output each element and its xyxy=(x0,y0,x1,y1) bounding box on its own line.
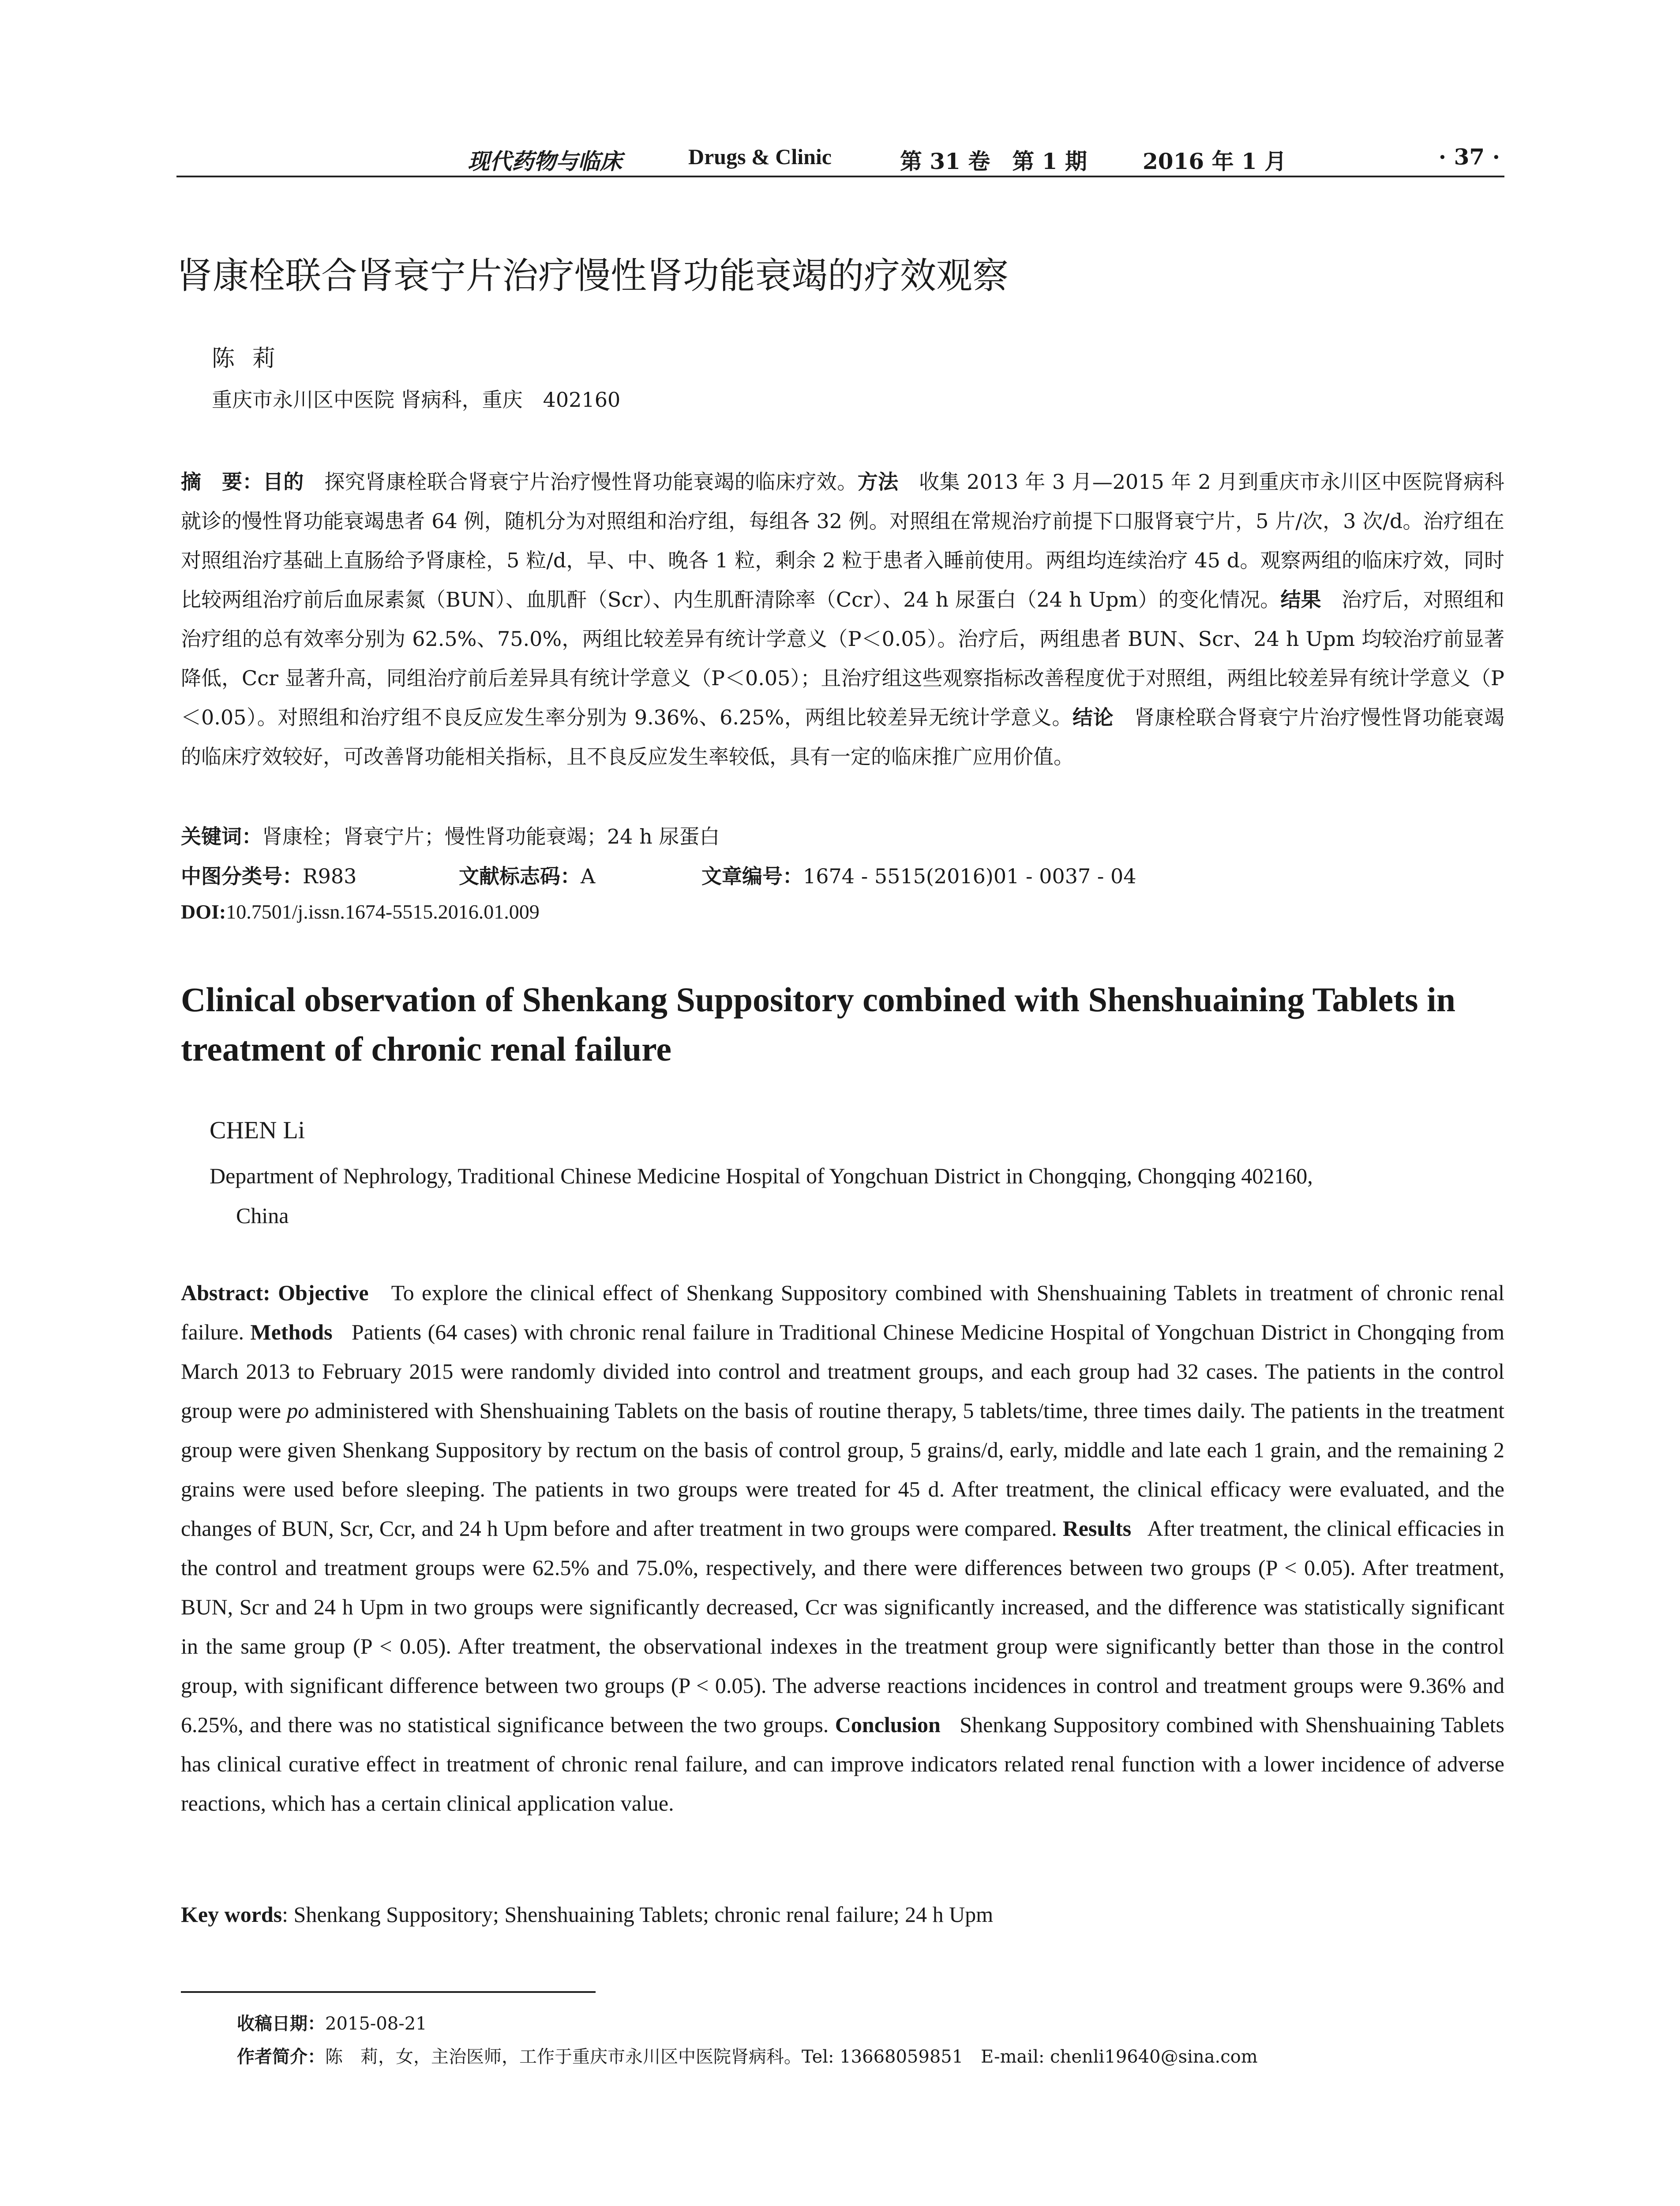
objective-label-en: Objective xyxy=(278,1280,369,1305)
results-label-en: Results xyxy=(1062,1516,1132,1541)
objective-label-cn: 目的 xyxy=(262,470,304,494)
article-title-en: Clinical observation of Shenkang Suppository combined with Shenshuaining Tablets in treatment of chronic renal failure xyxy=(181,980,1456,1068)
author-cn: 陈莉 xyxy=(212,345,293,372)
doc-code-label: 文献标志码： xyxy=(459,864,581,888)
conclusion-label-en: Conclusion xyxy=(835,1712,941,1737)
objective-text-en: To explore the clinical effect of Shenkang Suppository combined with Shenshuaining Tablets in treatment of chronic renal failure. xyxy=(181,1280,1504,1344)
author-en: CHEN Li xyxy=(210,1117,305,1144)
page-number: · 37 · xyxy=(1438,144,1500,170)
keywords-label-en: Key words xyxy=(181,1902,282,1927)
article-no-field xyxy=(701,860,1136,889)
abstract-cn xyxy=(181,462,1504,777)
issue-date: 2016 年 1 月 xyxy=(1143,148,1287,174)
affiliation-en-line1: Department of Nephrology, Traditional Chinese Medicine Hospital of Yongchuan District in Chongqing, Chongqing 402160, xyxy=(210,1163,1313,1188)
methods-text-en-b: administered with Shenshuaining Tablets on the basis of routine therapy, 5 tablets/time, three times daily. The patients in the treatment group were given Shenkang Suppository by rectum on the basis of control group, 5 grains/d, early, middle and late each 1 grain, and the remaining 2 grains were used before sleeping. The patients in two groups were treated for 45 d. After treatment, the clinical efficacy were evaluated, and the changes of BUN, Scr, Ccr, and 24 h Upm before and after treatment in two groups were compared. xyxy=(181,1398,1505,1541)
conclusion-label-cn: 结论 xyxy=(1072,705,1114,729)
clc-value: R983 xyxy=(303,864,357,888)
received-label: 收稿日期： xyxy=(237,2014,325,2034)
received-date-note xyxy=(237,2010,427,2035)
methods-text-en-a: Patients (64 cases) with chronic renal failure in Traditional Chinese Medicine Hospital of Yongchuan District in Chongqing from March 2013 to February 2015 were randomly divided into control and treatment groups, and each group had 32 cases. The patients in the control group were xyxy=(181,1320,1504,1423)
keywords-label-cn: 关键词： xyxy=(181,825,262,848)
methods-label-en: Methods xyxy=(250,1320,333,1344)
abstract-label-en: Abstract: xyxy=(181,1280,270,1305)
running-header xyxy=(176,140,1504,177)
footnote-divider xyxy=(181,1991,596,1993)
author-info-note xyxy=(237,2043,1258,2068)
clc-field xyxy=(181,860,356,889)
journal-name-en: Drugs & Clinic xyxy=(688,144,832,169)
abstract-label-cn: 摘 要： xyxy=(181,470,263,494)
doi-label: DOI: xyxy=(181,900,226,923)
volume-issue: 第 31 卷 第 1 期 xyxy=(900,148,1087,174)
affiliation-cn: 重庆市永川区中医院 肾病科，重庆 402160 xyxy=(212,388,621,412)
article-no-label: 文章编号： xyxy=(701,864,803,888)
keywords-text-en: : Shenkang Suppository; Shenshuaining Tablets; chronic renal failure; 24 h Upm xyxy=(282,1902,994,1927)
doi-line xyxy=(181,900,540,923)
keywords-cn xyxy=(181,821,720,850)
keywords-en xyxy=(181,1902,993,1927)
doc-code-value: A xyxy=(581,864,596,888)
received-value: 2015-08-21 xyxy=(325,2014,427,2034)
results-text-cn: 治疗后，对照组和治疗组的总有效率分别为 62.5%、75.0%，两组比较差异有统计学意义（P＜0.05）。治疗后，两组患者 BUN、Scr、24 h Upm 均较治疗前显著降低，Ccr 显著升高，同组治疗前后差异具有统计学意义（P＜0.05）；且治疗组这些观察指标改善程度优于对照组，两组比较差异有统计学意义（P＜0.05）。对照组和治疗组不良反应发生率分别为 9.36%、6.25%，两组比较差异无统计学意义。 xyxy=(181,588,1504,729)
conclusion-text-en: Shenkang Suppository combined with Shenshuaining Tablets has clinical curative effect in treatment of chronic renal failure, and can improve indicators related renal function with a lower incidence of adverse reactions, which has a certain clinical application value. xyxy=(181,1712,1504,1816)
affiliation-en-line2: China xyxy=(236,1203,289,1228)
abstract-en xyxy=(181,1273,1504,1823)
article-no-value: 1674 - 5515(2016)01 - 0037 - 04 xyxy=(803,864,1136,888)
article-title-cn: 肾康栓联合肾衰宁片治疗慢性肾功能衰竭的疗效观察 xyxy=(176,255,1009,297)
results-label-cn: 结果 xyxy=(1280,588,1321,612)
objective-text-cn: 探究肾康栓联合肾衰宁片治疗慢性肾功能衰竭的临床疗效。 xyxy=(324,470,858,494)
author-info-label: 作者简介： xyxy=(237,2047,325,2067)
journal-name-cn: 现代药物与临床 xyxy=(468,148,622,174)
conclusion-text-cn: 肾康栓联合肾衰宁片治疗慢性肾功能衰竭的临床疗效较好，可改善肾功能相关指标，且不良反应发生率较低，具有一定的临床推广应用价值。 xyxy=(181,705,1505,769)
author-info-value: 陈 莉，女，主治医师，工作于重庆市永川区中医院肾病科。Tel: 13668059851 E-mail: chenli19640@sina.com xyxy=(325,2047,1258,2067)
keywords-text-cn: 肾康栓；肾衰宁片；慢性肾功能衰竭；24 h 尿蛋白 xyxy=(262,825,720,848)
clc-label: 中图分类号： xyxy=(181,864,303,888)
doi-value: 10.7501/j.issn.1674-5515.2016.01.009 xyxy=(226,900,540,923)
doc-code-field xyxy=(459,860,595,889)
methods-text-cn: 收集 2013 年 3 月—2015 年 2 月到重庆市永川区中医院肾病科就诊的慢性肾功能衰竭患者 64 例，随机分为对照组和治疗组，每组各 32 例。对照组在常规治疗前提下口服肾衰宁片，5 片/次，3 次/d。治疗组在对照组治疗基础上直肠给予肾康栓，5 粒/d，早、中、晚各 1 粒，剩余 2 粒于患者入睡前使用。两组均连续治疗 45 d。观察两组的临床疗效，同时比较两组治疗前后血尿素氮（BUN）、血肌酐（Scr）、内生肌酐清除率（Ccr）、24 h 尿蛋白（24 h Upm）的变化情况。 xyxy=(181,470,1505,612)
methods-po-en: po xyxy=(287,1398,309,1423)
methods-label-cn: 方法 xyxy=(857,470,899,494)
affiliation-en xyxy=(210,1156,1502,1235)
results-text-en: After treatment, the clinical efficacies in the control and treatment groups were 62.5% and 75.0%, respectively, and there were differences between two groups (P < 0.05). After treatment, BUN, Scr and 24 h Upm in two groups were significantly decreased, Ccr was significantly increased, and the difference was statistically significant in the same group (P < 0.05). After treatment, the observational indexes in the treatment group were significantly better than those in the control group, with significant difference between two groups (P < 0.05). The adverse reactions incidences in control and treatment groups were 9.36% and 6.25%, and there was no statistical significance between the two groups. xyxy=(181,1516,1504,1737)
